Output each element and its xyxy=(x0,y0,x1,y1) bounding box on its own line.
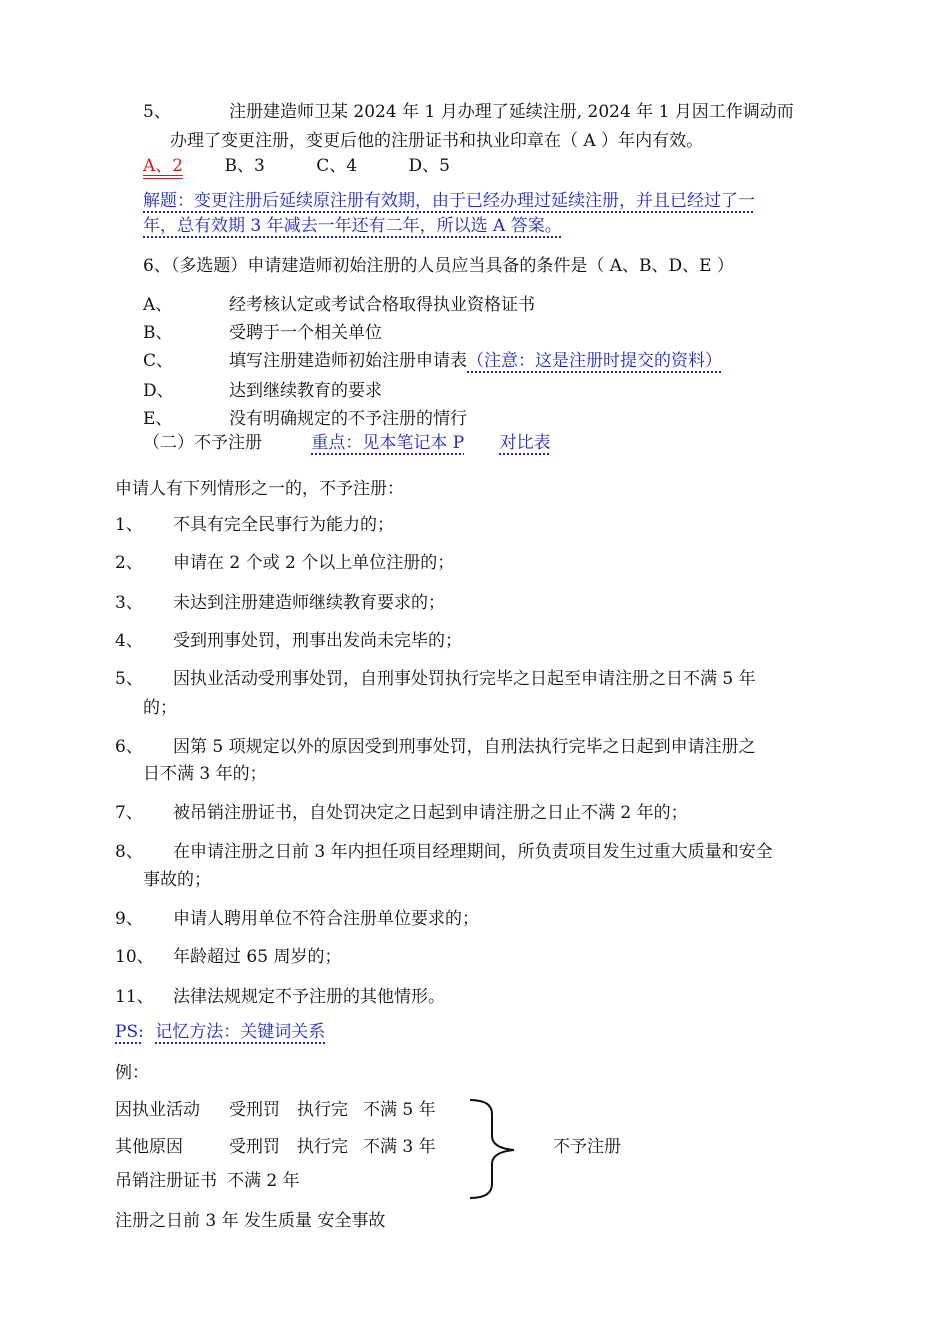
section-note-compare: 对比表 xyxy=(499,433,551,453)
list-item-number: 3、 xyxy=(115,593,143,613)
list-item-number: 1、 xyxy=(115,515,143,535)
list-item xyxy=(115,592,445,614)
list-item-text: 在申请注册之日前 3 年内担任项目经理期间，所负责项目发生过重大质量和安全 xyxy=(173,842,773,862)
intro-text: 申请人有下列情形之一的，不予注册： xyxy=(115,479,404,499)
q5-option-a: A、2 xyxy=(143,156,184,176)
list-item xyxy=(115,630,462,652)
list-item-text: 被吊销注册证书，自处罚决定之日起到申请注册之日止不满 2 年的； xyxy=(173,803,688,823)
q6-option-c: C、 填写注册建造师初始注册申请表（注意：这是注册时提交的资料） xyxy=(143,351,722,371)
list-item-number: 2、 xyxy=(115,553,143,573)
q6-option-a: A、 经考核认定或考试合格取得执业资格证书 xyxy=(143,295,535,315)
list-item xyxy=(115,946,341,968)
q5-option-b: B、3 xyxy=(224,156,265,176)
list-item-number: 4、 xyxy=(115,631,143,651)
q6-option-b: B、 受聘于一个相关单位 xyxy=(143,323,382,343)
example-row-1: 因执业活动 受刑罚 执行完 不满 5 年 xyxy=(115,1100,436,1120)
list-item-text: 未达到注册建造师继续教育要求的； xyxy=(173,593,445,613)
q5-number: 5、 xyxy=(143,102,171,122)
q5-option-c: C、4 xyxy=(316,156,358,176)
q5-explain-2: 年，总有效期 3 年减去一年还有二年，所以选 A 答案。 xyxy=(143,216,562,236)
list-item xyxy=(115,552,454,574)
q5-options xyxy=(143,155,450,177)
list-item-text: 法律法规规定不予注册的其他情形。 xyxy=(173,987,445,1007)
list-item-text: 受到刑事处罚，刑事出发尚未完毕的； xyxy=(173,631,462,651)
list-item-number: 6、 xyxy=(115,737,143,757)
list-item-text: 申请在 2 个或 2 个以上单位注册的； xyxy=(173,553,455,573)
ps-line xyxy=(115,1021,325,1043)
list-item-text: 因第 5 项规定以外的原因受到刑事处罚，自刑法执行完毕之日起到申请注册之 xyxy=(173,737,756,757)
list-item xyxy=(115,514,394,536)
list-item xyxy=(115,668,756,690)
curly-brace-icon xyxy=(468,1098,528,1200)
section-note-key: 重点：见本笔记本 P xyxy=(311,433,465,453)
list-item xyxy=(115,908,479,930)
q5-line1 xyxy=(143,101,794,123)
q5-line2: 办理了变更注册，变更后他的注册证书和执业印章在（ A ）年内有效。 xyxy=(170,131,704,151)
section-heading xyxy=(143,432,551,454)
list-item xyxy=(115,986,445,1008)
q6-option-d: D、 达到继续教育的要求 xyxy=(143,381,382,401)
list-item-continuation: 事故的； xyxy=(143,870,211,890)
list-item-continuation: 日不满 3 年的； xyxy=(143,764,267,784)
example-last-line: 注册之日前 3 年 发生质量 安全事故 xyxy=(115,1211,386,1231)
list-item xyxy=(115,841,773,863)
example-row-2: 其他原因 受刑罚 执行完 不满 3 年 xyxy=(115,1137,436,1157)
q5-explain-1: 解题：变更注册后延续原注册有效期，由于已经办理过延续注册，并且已经过了一 xyxy=(143,191,755,211)
list-item-number: 10、 xyxy=(115,947,154,967)
section-title: （二）不予注册 xyxy=(143,433,262,453)
list-item-number: 5、 xyxy=(115,669,143,689)
example-label: 例： xyxy=(115,1063,149,1083)
q6-option-c-note: （注意：这是注册时提交的资料） xyxy=(467,351,722,371)
q5-text-1: 注册建造师卫某 2024 年 1 月办理了延续注册, 2024 年 1 月因工作调动而 xyxy=(229,102,794,122)
q5-option-d: D、5 xyxy=(408,156,450,176)
list-item-text: 年龄超过 65 周岁的； xyxy=(173,947,342,967)
list-item-number: 8、 xyxy=(115,842,143,862)
list-item-number: 9、 xyxy=(115,909,143,929)
q6-stem: 6、（多选题）申请建造师初始注册的人员应当具备的条件是（ A、B、D、E ） xyxy=(143,256,734,276)
ps-text: 记忆方法：关键词关系 xyxy=(155,1022,326,1042)
list-item-number: 7、 xyxy=(115,803,143,823)
example-row-3: 吊销注册证书 不满 2 年 xyxy=(115,1171,300,1191)
list-item-number: 11、 xyxy=(115,987,154,1007)
list-item xyxy=(115,802,688,824)
list-item xyxy=(115,736,756,758)
list-item-text: 不具有完全民事行为能力的； xyxy=(173,515,394,535)
list-item-continuation: 的； xyxy=(143,698,177,718)
list-item-text: 因执业活动受刑事处罚，自刑事处罚执行完毕之日起至申请注册之日不满 5 年 xyxy=(173,669,756,689)
ps-label: PS: xyxy=(115,1022,144,1042)
example-result: 不予注册 xyxy=(553,1137,621,1157)
q6-option-e: E、 没有明确规定的不予注册的情行 xyxy=(143,409,467,429)
list-item-text: 申请人聘用单位不符合注册单位要求的； xyxy=(173,909,479,929)
